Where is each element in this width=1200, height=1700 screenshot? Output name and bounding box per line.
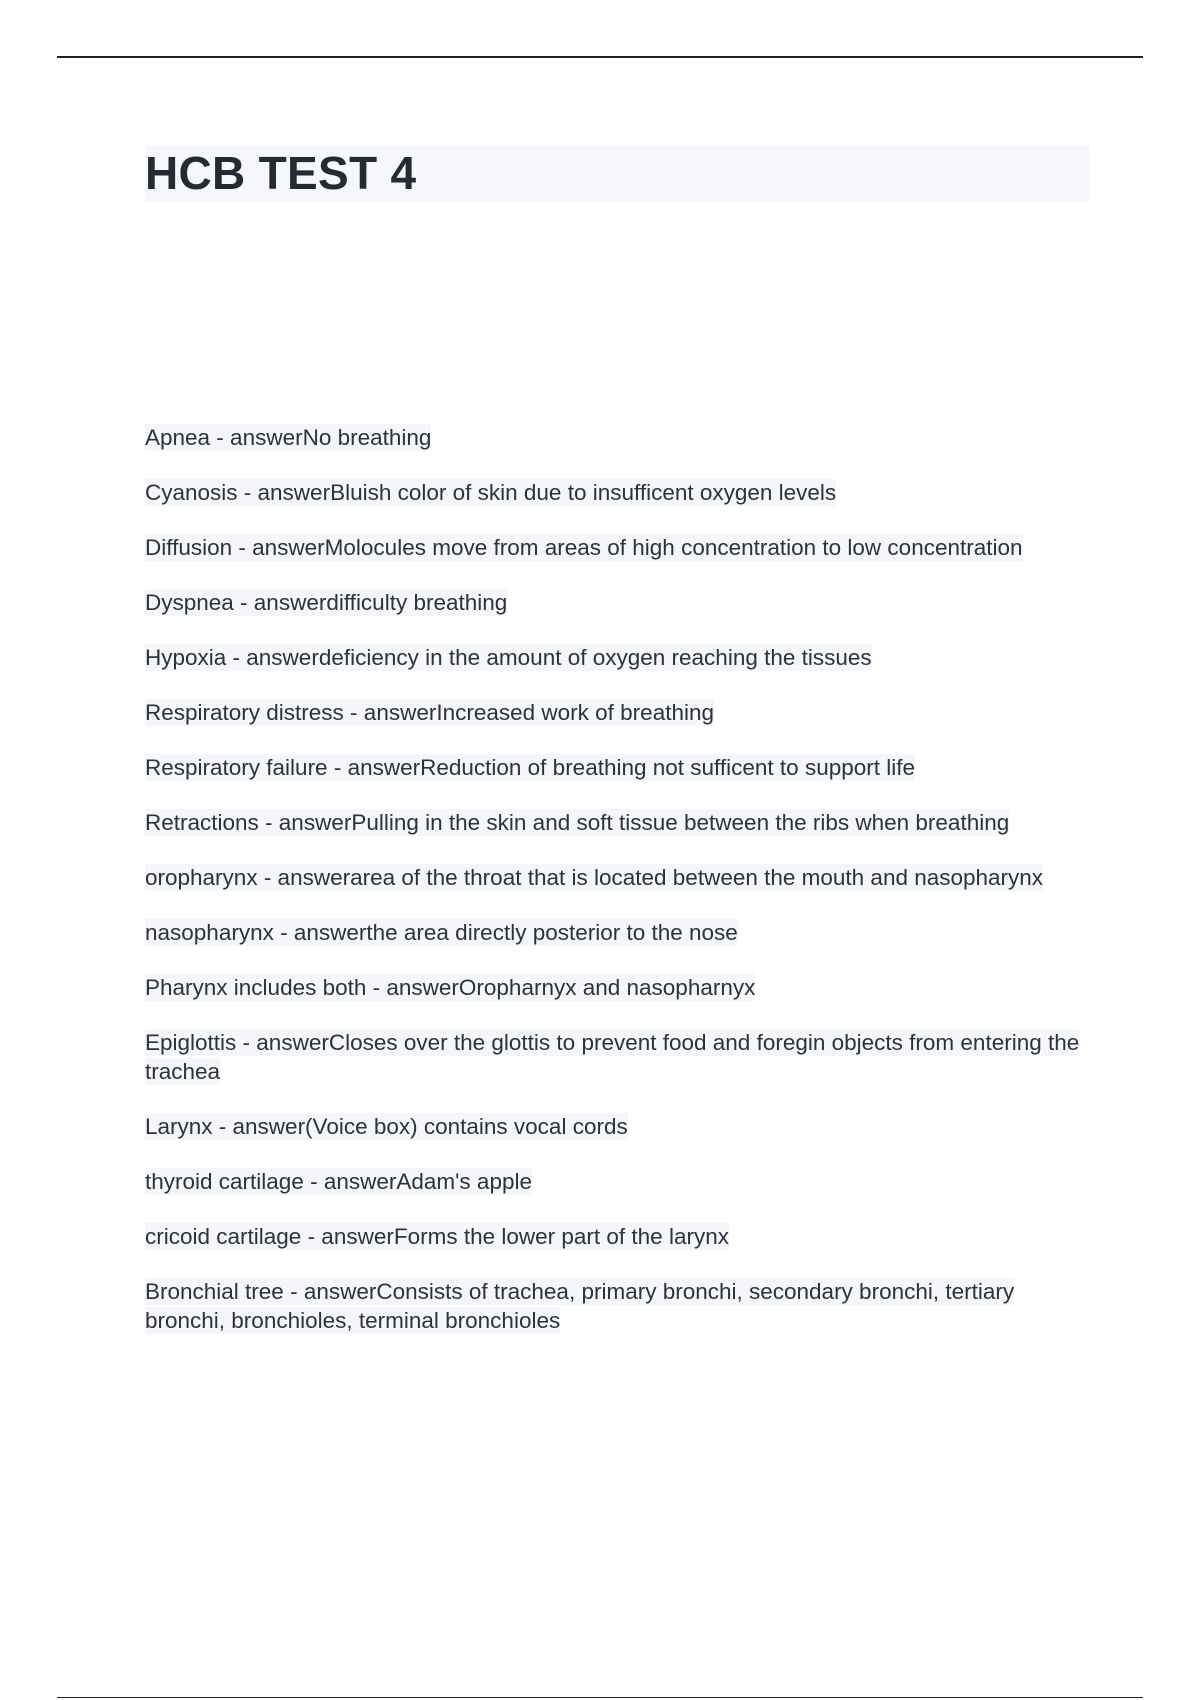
flashcard-entry — [145, 918, 1090, 947]
flashcard-entry — [145, 533, 1090, 562]
entry-text: Diffusion - answerMolocules move from areas of high concentration to low concentration — [145, 535, 1023, 560]
entry-text: oropharynx - answerarea of the throat that is located between the mouth and nasopharynx — [145, 865, 1044, 890]
top-divider — [57, 56, 1143, 58]
flashcard-entry — [145, 1167, 1090, 1196]
flashcard-entry — [145, 643, 1090, 672]
entry-text: Epiglottis - answerCloses over the glottis to prevent food and foregin objects from entering the trachea — [145, 1030, 1080, 1084]
flashcard-entry — [145, 863, 1090, 892]
entry-text: Bronchial tree - answerConsists of trachea, primary bronchi, secondary bronchi, tertiary bronchi, bronchioles, terminal bronchioles — [145, 1279, 1015, 1333]
flashcard-entry — [145, 698, 1090, 727]
entry-text: Larynx - answer(Voice box) contains vocal cords — [145, 1114, 628, 1139]
entry-text: Pharynx includes both - answerOropharnyx and nasopharnyx — [145, 975, 756, 1000]
bottom-divider — [57, 1697, 1143, 1698]
document-title: HCB TEST 4 — [145, 147, 417, 199]
flashcard-entry — [145, 973, 1090, 1002]
entry-text: Cyanosis - answerBluish color of skin due to insufficent oxygen levels — [145, 480, 837, 505]
entry-text: Apnea - answerNo breathing — [145, 425, 432, 450]
flashcard-entry — [145, 1277, 1090, 1335]
flashcard-list — [145, 423, 1090, 1361]
entry-text: nasopharynx - answerthe area directly posterior to the nose — [145, 920, 738, 945]
entry-text: Respiratory failure - answerReduction of breathing not sufficent to support life — [145, 755, 915, 780]
entry-text: Respiratory distress - answerIncreased work of breathing — [145, 700, 714, 725]
flashcard-entry — [145, 808, 1090, 837]
entry-text: cricoid cartilage - answerForms the lower part of the larynx — [145, 1224, 729, 1249]
flashcard-entry — [145, 1222, 1090, 1251]
entry-text: Retractions - answerPulling in the skin and soft tissue between the ribs when breathing — [145, 810, 1010, 835]
title-block — [145, 146, 1089, 202]
flashcard-entry — [145, 753, 1090, 782]
flashcard-entry — [145, 1028, 1090, 1086]
flashcard-entry — [145, 588, 1090, 617]
entry-text: thyroid cartilage - answerAdam's apple — [145, 1169, 532, 1194]
entry-text: Hypoxia - answerdeficiency in the amount of oxygen reaching the tissues — [145, 645, 872, 670]
flashcard-entry — [145, 478, 1090, 507]
flashcard-entry — [145, 1112, 1090, 1141]
entry-text: Dyspnea - answerdifficulty breathing — [145, 590, 508, 615]
flashcard-entry — [145, 423, 1090, 452]
